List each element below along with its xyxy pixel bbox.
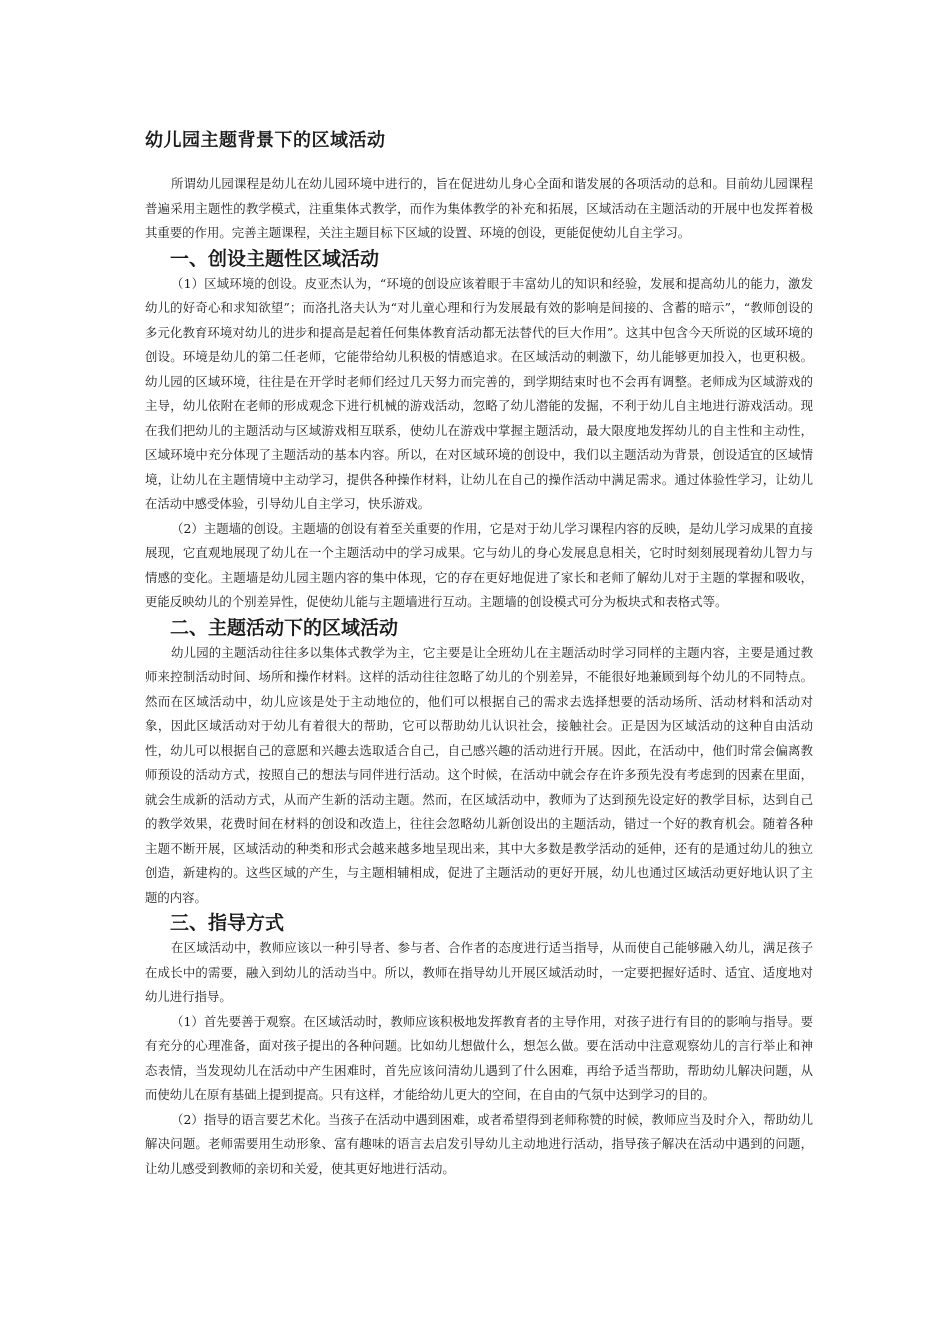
section-heading-1: 一、创设主题性区域活动 xyxy=(170,247,380,270)
document-title: 幼儿园主题背景下的区域活动 xyxy=(145,130,386,151)
section-3-paragraph-1: 在区域活动中，教师应该以一种引导者、参与者、合作者的态度进行适当指导，从而使自己能够融入幼儿，满足孩子在成长中的需要，融入到幼儿的活动当中。所以，教师在指导幼儿开展区域活动时，一定要把握好适时、适宜、适度地对幼儿进行指导。 xyxy=(145,940,813,1004)
section-1-paragraph-2: （2）主题墙的创设。主题墙的创设有着至关重要的作用，它是对于幼儿学习课程内容的反映，是幼儿学习成果的直接展现，它直观地展现了幼儿在一个主题活动中的学习成果。它与幼儿的身心发展息息相关，它时时刻刻展现着幼儿智力与情感的变化。主题墙是幼儿园主题内容的集中体现，它的存在更好地促进了家长和老师了解幼儿对于主题的掌握和吸收，更能反映幼儿的个别差异性，促使幼儿能与主题墙进行互动。主题墙的创设模式可分为板块式和表格式等。 xyxy=(145,520,813,609)
section-2-paragraph-1: 幼儿园的主题活动往往多以集体式教学为主，它主要是让全班幼儿在主题活动时学习同样的主题内容，主要是通过教师来控制活动时间、场所和操作材料。这样的活动往往忽略了幼儿的个别差异，不能很好地兼顾到每个幼儿的不同特点。然而在区域活动中，幼儿应该是处于主动地位的，他们可以根据自己的需求去选择想要的活动场所、活动材料和活动对象，因此区域活动对于幼儿有着很大的帮助，它可以帮助幼儿认识社会，接触社会。正是因为区域活动的这种自由活动性，幼儿可以根据自己的意愿和兴趣去选取适合自己，自己感兴趣的活动进行开展。因此，在活动中，他们时常会偏离教师预设的活动方式，按照自己的想法与同伴进行活动。这个时候，在活动中就会存在许多预先没有考虑到的因素在里面，就会生成新的活动方式，从而产生新的活动主题。然而，在区域活动中，教师为了达到预先设定好的教学目标，达到自己的教学效果，花费时间在材料的创设和改造上，往往会忽略幼儿新创设出的主题活动，错过一个好的教育机会。随着各种主题不断开展，区域活动的种类和形式会越来越多地呈现出来，其中大多数是教学活动的延伸，还有的是通过幼儿的独立创造，新建构的。这些区域的产生，与主题相辅相成，促进了主题活动的更好开展，幼儿也通过区域活动更好地认识了主题的内容。 xyxy=(145,644,813,905)
section-1-paragraph-1: （1）区域环境的创设。皮亚杰认为，“环境的创设应该着眼于丰富幼儿的知识和经验，发展和提高幼儿的能力，激发幼儿的好奇心和求知欲望”；而洛扎洛夫认为“对儿童心理和行为发展最有效的影响是间接的、含蓄的暗示”，“教师创设的多元化教育环境对幼儿的进步和提高是起着任何集体教育活动都无法替代的巨大作用”。这其中包含今天所说的区域环境的创设。环境是幼儿的第二任老师，它能带给幼儿积极的情感追求。在区域活动的刺激下，幼儿能够更加投入，也更积极。幼儿园的区域环境，往往是在开学时老师们经过几天努力而完善的，到学期结束时也不会再有调整。老师成为区域游戏的主导，幼儿依附在老师的形成观念下进行机械的游戏活动，忽略了幼儿潜能的发掘，不利于幼儿自主地进行游戏活动。现在我们把幼儿的主题活动与区域游戏相互联系，使幼儿在游戏中掌握主题活动，最大限度地发挥幼儿的自主性和主动性，区域环境中充分体现了主题活动的基本内容。所以，在对区域环境的创设中，我们以主题活动为背景，创设适宜的区域情境，让幼儿在主题情境中主动学习，提供各种操作材料，让幼儿在自己的操作活动中满足需求。通过体验性学习，让幼儿在活动中感受体验，引导幼儿自主学习，快乐游戏。 xyxy=(145,275,813,511)
section-heading-2: 二、主题活动下的区域活动 xyxy=(170,616,399,639)
section-3-paragraph-2: （1）首先要善于观察。在区域活动时，教师应该积极地发挥教育者的主导作用，对孩子进行有目的的影响与指导。要有充分的心理准备，面对孩子提出的各种问题。比如幼儿想做什么，想怎么做。要在活动中注意观察幼儿的言行举止和神态表情，当发现幼儿在活动中产生困难时，首先应该问清幼儿遇到了什么困难，再给予适当帮助，帮助幼儿解决问题，从而使幼儿在原有基础上提到提高。只有这样，才能给幼儿更大的空间，在自由的气氛中达到学习的目的。 xyxy=(145,1013,813,1102)
intro-paragraph: 所谓幼儿园课程是幼儿在幼儿园环境中进行的，旨在促进幼儿身心全面和谐发展的各项活动的总和。目前幼儿园课程普遍采用主题性的教学模式，注重集体式教学，而作为集体教学的补充和拓展，区域活动在主题活动的开展中也发挥着极其重要的作用。完善主题课程，关注主题目标下区域的设置、环境的创设，更能促使幼儿自主学习。 xyxy=(145,176,813,240)
document-body xyxy=(145,172,813,1181)
section-heading-3: 三、指导方式 xyxy=(170,912,285,934)
section-3-paragraph-3: （2）指导的语言要艺术化。当孩子在活动中遇到困难，或者希望得到老师称赞的时候，教师应当及时介入，帮助幼儿解决问题。老师需要用生动形象、富有趣味的语言去启发引导幼儿主动地进行活动，指导孩子解决在活动中遇到的问题，让幼儿感受到教师的亲切和关爱，使其更好地进行活动。 xyxy=(145,1111,813,1176)
